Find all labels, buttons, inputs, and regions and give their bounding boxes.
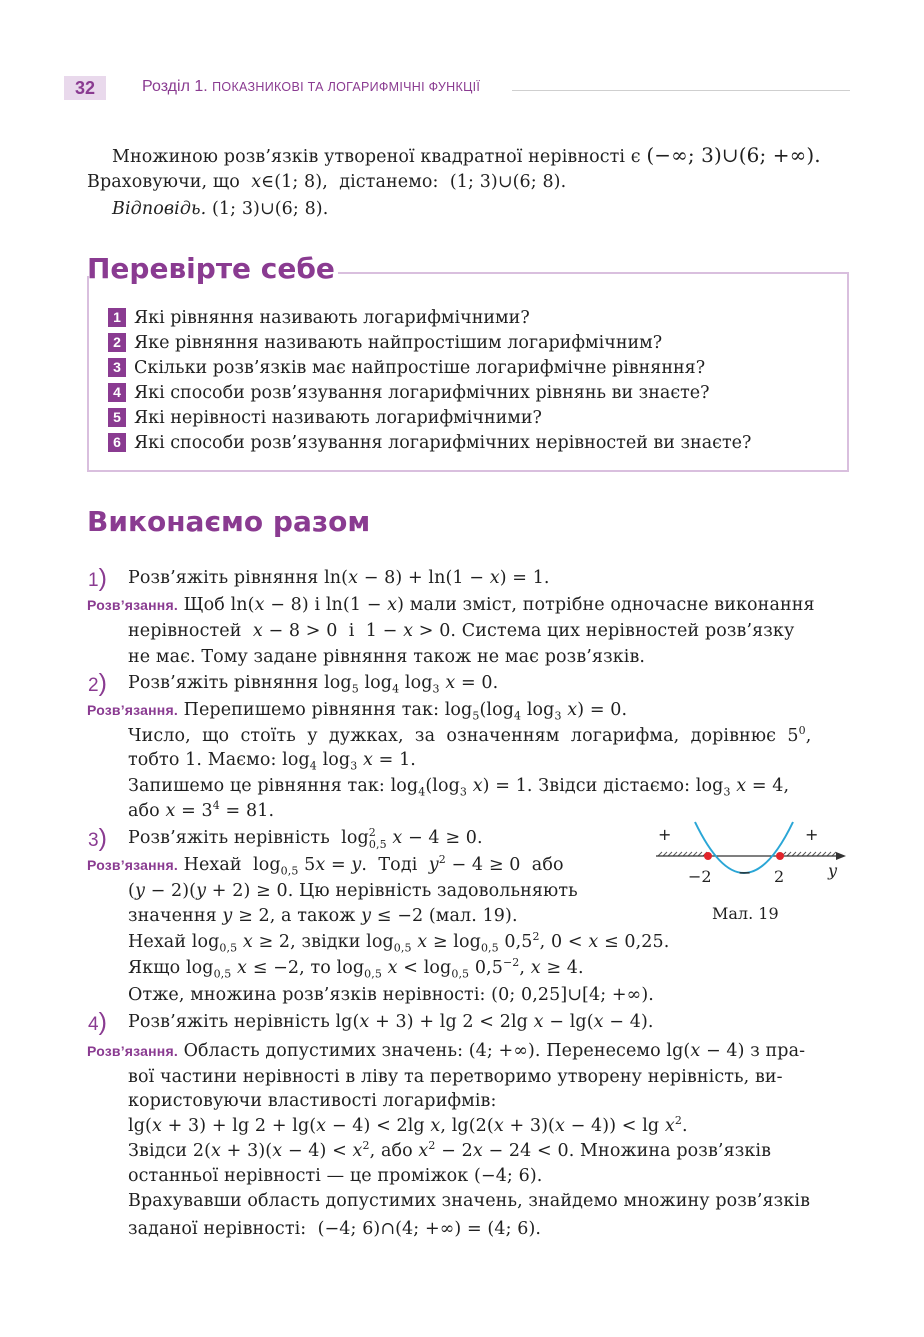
tick-left: −2 — [688, 867, 712, 886]
point-left — [704, 852, 712, 860]
header-rule — [512, 90, 850, 91]
page-number: 32 — [64, 76, 106, 100]
task-4-solution-cont: lg(x + 3) + lg 2 + lg(x − 4) < 2lg x, $\lg(2(x + 3)(x - 4)) < \lg x^2$. — [128, 1114, 688, 1136]
question-item — [108, 356, 751, 381]
answer-label: Відповідь. — [112, 199, 207, 219]
task-4-solution-cont: вої частини нерівності в ліву та перетворимо утворену нерівність, ви- — [128, 1067, 783, 1087]
task-1-statement: Розв’яжіть рівняння ln(x − 8) + ln(1 − x) = 1. — [128, 568, 550, 588]
answer-line — [112, 197, 328, 222]
question-number: 5 — [108, 408, 126, 427]
question-text: Які способи розв’язування логарифмічних нерівностей ви знаєте? — [134, 433, 752, 453]
question-item — [108, 381, 751, 406]
task-4-solution-cont: користовуючи властивості логарифмів: — [128, 1091, 497, 1111]
task-2-solution-cont: тобто 1. Маємо: $\log_4 \log_3 x = 1$. — [128, 750, 416, 773]
figure-19 — [650, 820, 850, 910]
task-number: 1) — [88, 564, 107, 592]
task-2-solution-cont: Запишемо це рівняння так: $\log_4(\log_3$ x) = 1. Звідси дістаємо: $\log_3 x = 4$, — [128, 776, 790, 799]
task-4-solution-cont: заданої нерівності: (−4; 6)∩(4; +∞) = (4; 6). — [128, 1219, 542, 1239]
task-3-solution-cont: Отже, множина розв’язків нерівності: (0; 0,25]∪[4; +∞). — [128, 985, 654, 1005]
task-number: 3) — [88, 824, 107, 852]
task-2-solution-cont: або $x = 3^4 = 81$. — [128, 799, 275, 821]
question-text: Які нерівності називають логарифмічними? — [134, 408, 542, 428]
together-title: Виконаємо разом — [87, 505, 371, 538]
solution-label: Розв’язання. — [87, 857, 178, 873]
intro-line-1: Множиною розв’язків утвореної квадратної нерівності є (−∞; 3)∪(6; +∞). — [112, 143, 821, 167]
task-3-solution-cont: Якщо $\log_{0,5} x \le -2$, то $\log_{0,5} x < \log_{0,5} 0,5^{-2}$, x ≥ 4. — [128, 956, 584, 981]
question-text: Яке рівняння називають найпростішим логарифмічним? — [134, 333, 663, 353]
task-4-statement: Розв’яжіть нерівність lg(x + 3) + lg 2 < 2lg x − lg(x − 4). — [128, 1012, 654, 1032]
question-item — [108, 406, 751, 431]
running-header — [142, 78, 480, 96]
task-2-solution-cont: Число, що стоїть у дужках, за означенням логарифма, дорівнює $5^0$, — [128, 724, 812, 746]
task-4-solution: Розв’язання. Область допустимих значень: (4; +∞). Перенесемо lg(x − 4) з пра- — [87, 1041, 806, 1061]
task-3-statement: Розв’яжіть нерівність $\log^2_{0,5} x - 4 \ge 0$. — [128, 826, 483, 851]
question-text: Які способи розв’язування логарифмічних рівнянь ви знаєте? — [134, 383, 710, 403]
question-number: 4 — [108, 383, 126, 402]
task-4-solution-cont: Врахувавши область допустимих значень, знайдемо множину розв’язків — [128, 1191, 811, 1211]
task-1-solution-cont: нерівностей x − 8 > 0 і 1 − x > 0. Система цих нерівностей розв’язку — [128, 621, 795, 641]
task-1-solution: Розв’язання. Щоб ln(x − 8) і ln(1 − x) мали зміст, потрібне одночасне виконання — [87, 595, 815, 615]
sign-plus-right: + — [805, 825, 819, 844]
task-4-solution-cont: останньої нерівності — це проміжок (−4; 6). — [128, 1166, 543, 1186]
point-right — [776, 852, 784, 860]
intro-line-2: Враховуючи, що x∈(1; 8), дістанемо: (1; 3)∪(6; 8). — [87, 172, 567, 192]
question-text: Скільки розв’язків має найпростіше логарифмічне рівняння? — [134, 358, 706, 378]
question-number: 6 — [108, 433, 126, 452]
task-3-solution-cont: (y − 2)(y + 2) ≥ 0. Цю нерівність задовольняють — [128, 881, 578, 901]
section-title: ПОКАЗНИКОВІ ТА ЛОГАРИФМІЧНІ ФУНКЦІЇ — [212, 80, 481, 94]
question-number: 2 — [108, 333, 126, 352]
task-3-solution-cont: значення y ≥ 2, а також y ≤ −2 (мал. 19). — [128, 906, 518, 926]
task-number: 4) — [88, 1008, 107, 1036]
question-item — [108, 306, 751, 331]
tick-right: 2 — [774, 867, 785, 886]
figure-caption: Мал. 19 — [712, 904, 779, 923]
task-2-statement: Розв’яжіть рівняння $\log_5 \log_4 \log_3 x = 0$. — [128, 673, 499, 696]
task-number: 2) — [88, 669, 107, 697]
task-4-solution-cont: Звідси $2(x + 3)(x - 4) < x^2$, або $x^2 - 2x - 24 < 0$. Множина розв’язків — [128, 1139, 772, 1161]
task-2-solution: Розв’язання. Перепишемо рівняння так: $\log_5(\log_4$ $\log_3 x) = 0$. — [87, 700, 628, 723]
solution-label: Розв’язання. — [87, 1043, 178, 1059]
answer-value: (1; 3)∪(6; 8). — [212, 199, 329, 219]
task-3-solution: Розв’язання. Нехай $\log_{0,5} 5x = y$. Тоді $y^2 - 4 \ge 0$ або — [87, 853, 564, 878]
check-yourself-title: Перевірте себе — [87, 252, 335, 285]
task-3-solution-cont: Нехай $\log_{0,5} x \ge 2$, звідки $\log_{0,5} x \ge \log_{0,5} 0,5^2$, 0 < x ≤ 0,25. — [128, 930, 670, 955]
axis-arrow-icon — [836, 852, 846, 860]
solution-label: Розв’язання. — [87, 702, 178, 718]
question-item — [108, 331, 751, 356]
question-number: 1 — [108, 308, 126, 327]
solution-label: Розв’язання. — [87, 597, 178, 613]
section-label: Розділ 1. — [142, 78, 208, 95]
sign-plus-left: + — [658, 825, 672, 844]
question-item — [108, 431, 751, 456]
questions-list — [108, 306, 751, 456]
question-number: 3 — [108, 358, 126, 377]
task-1-solution-cont: не має. Тому задане рівняння також не має розв’язків. — [128, 647, 646, 667]
sign-minus: − — [738, 863, 752, 882]
question-text: Які рівняння називають логарифмічними? — [134, 308, 530, 328]
axis-label: y — [828, 861, 838, 880]
